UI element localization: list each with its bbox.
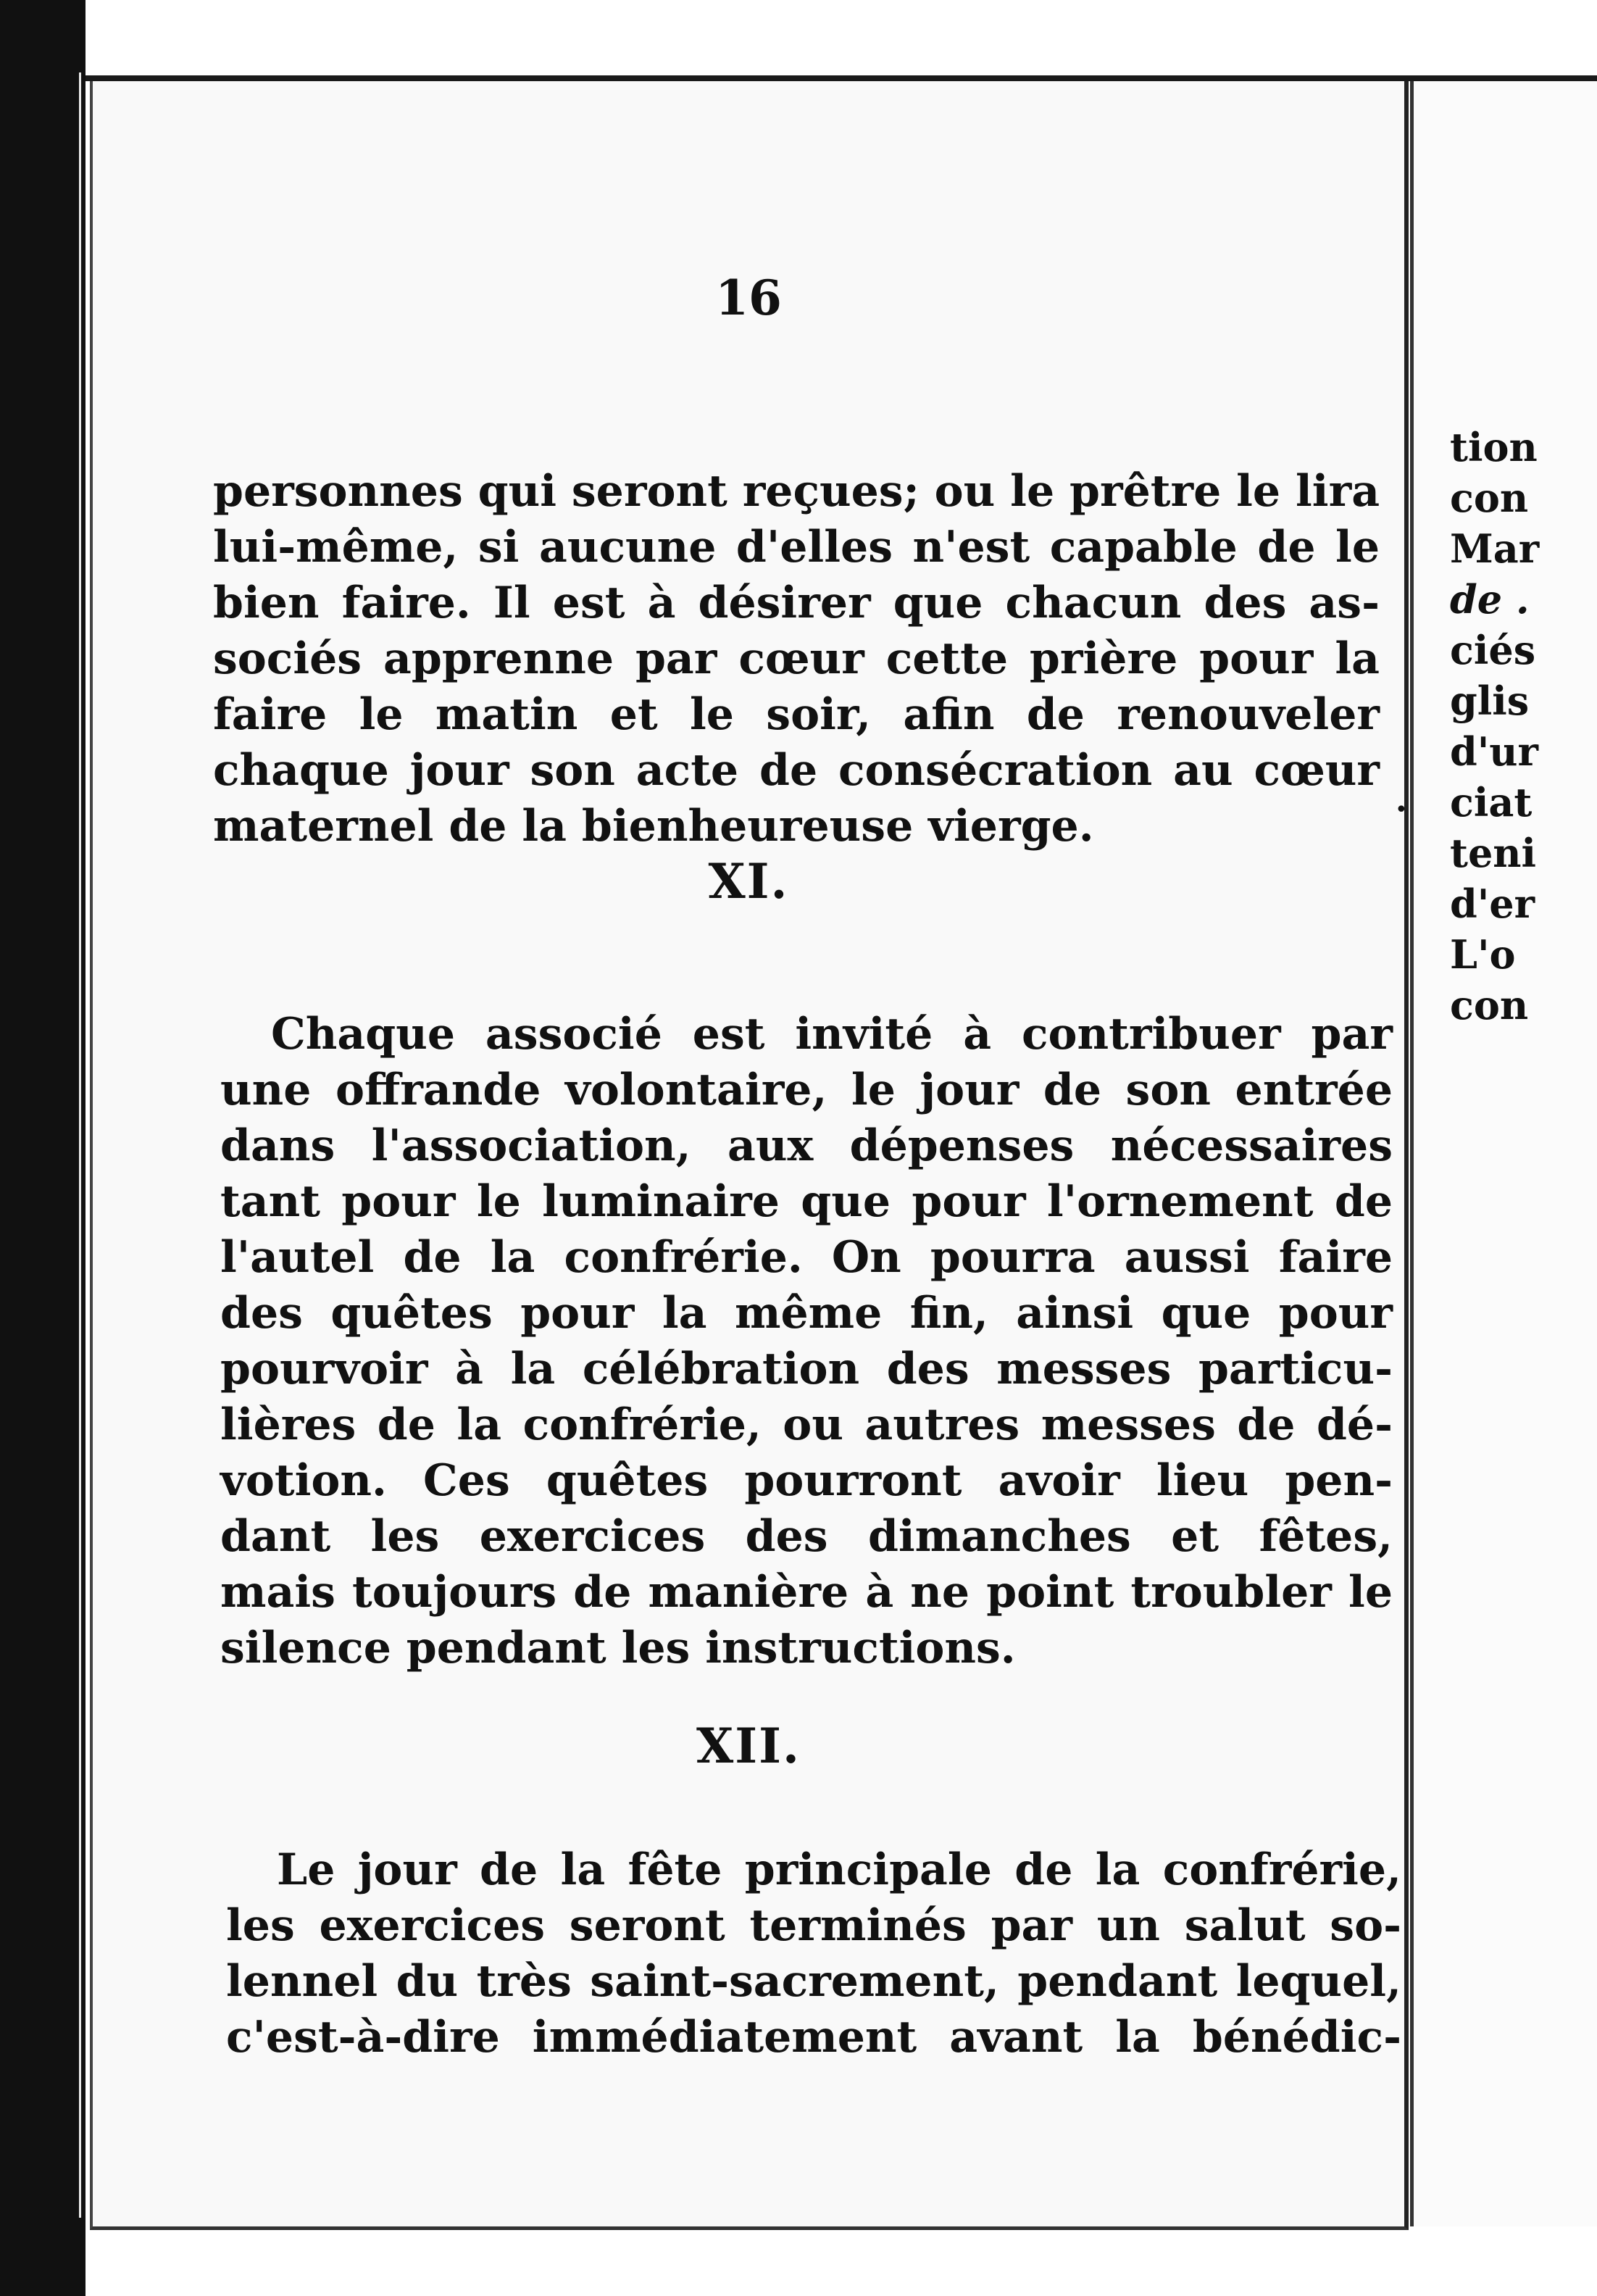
text-line: Le jour de la fête principale de la confrérie, (277, 1844, 1401, 1895)
text-line: c'est-à-dire immédiatement avant la bénédic- (226, 2012, 1401, 2063)
text-fragment: tion (1450, 424, 1538, 470)
text-line: mais toujours de manière à ne point troubler le (220, 1567, 1393, 1618)
text-line: Chaque associé est invité à contribuer par (271, 1009, 1393, 1060)
right-page-fragments (1450, 422, 1539, 1031)
text-fragment: L'o (1450, 931, 1516, 978)
text-line: dant les exercices des dimanches et fêtes, (220, 1511, 1393, 1562)
section-heading-xi: XI. (708, 853, 789, 910)
text-fragment: ciat (1450, 779, 1533, 825)
left-page (90, 81, 1409, 2230)
paragraph-1 (213, 464, 1380, 854)
text-line: personnes qui seront reçues; ou le prêtre le lira (213, 466, 1380, 517)
text-fragment: con (1450, 475, 1529, 521)
text-line: lennel du très saint-sacrement, pendant lequel, (226, 1956, 1401, 2007)
text-line: maternel de la bienheureuse vierge. (213, 801, 1094, 852)
paragraph-3 (226, 1842, 1401, 2066)
text-line: silence pendant les instructions. (220, 1623, 1016, 1673)
text-line: une offrande volontaire, le jour de son entrée (220, 1065, 1393, 1115)
text-fragment: d'er (1450, 881, 1535, 927)
text-line: tant pour le luminaire que pour l'ornement de (220, 1176, 1393, 1227)
text-line: pourvoir à la célébration des messes particu- (220, 1344, 1393, 1394)
gutter-ink-mark: • (1395, 797, 1408, 823)
text-fragment: glis (1450, 678, 1530, 724)
text-fragment: Mar (1450, 525, 1540, 572)
scan-top-edge (86, 0, 1597, 81)
text-fragment: d'ur (1450, 728, 1539, 775)
right-page (1410, 81, 1597, 2226)
text-line: les exercices seront terminés par un salut so- (226, 1900, 1401, 1951)
text-line: bien faire. Il est à désirer que chacun des as- (213, 578, 1380, 628)
text-fragment: ciés (1450, 627, 1536, 673)
text-line: faire le matin et le soir, afin de renouveler (213, 689, 1380, 740)
text-line: des quêtes pour la même fin, ainsi que pour (220, 1288, 1393, 1339)
text-line: lières de la confrérie, ou autres messes de dé- (220, 1399, 1393, 1450)
book-binding (0, 0, 86, 2296)
section-heading-xii: XII. (696, 1718, 801, 1774)
text-line: lui-même, si aucune d'elles n'est capable de le (213, 522, 1380, 573)
text-line: sociés apprenne par cœur cette prière pour la (213, 633, 1380, 684)
text-line: votion. Ces quêtes pourront avoir lieu pen- (220, 1455, 1393, 1506)
text-fragment: con (1450, 982, 1529, 1028)
page-number: 16 (715, 270, 782, 326)
text-line: l'autel de la confrérie. On pourra aussi faire (220, 1232, 1393, 1283)
text-line: chaque jour son acte de consécration au cœur (213, 745, 1380, 796)
text-line: dans l'association, aux dépenses nécessaires (220, 1120, 1393, 1171)
paragraph-2 (220, 1007, 1393, 1676)
text-fragment: de . (1450, 576, 1530, 623)
text-fragment: teni (1450, 830, 1537, 876)
